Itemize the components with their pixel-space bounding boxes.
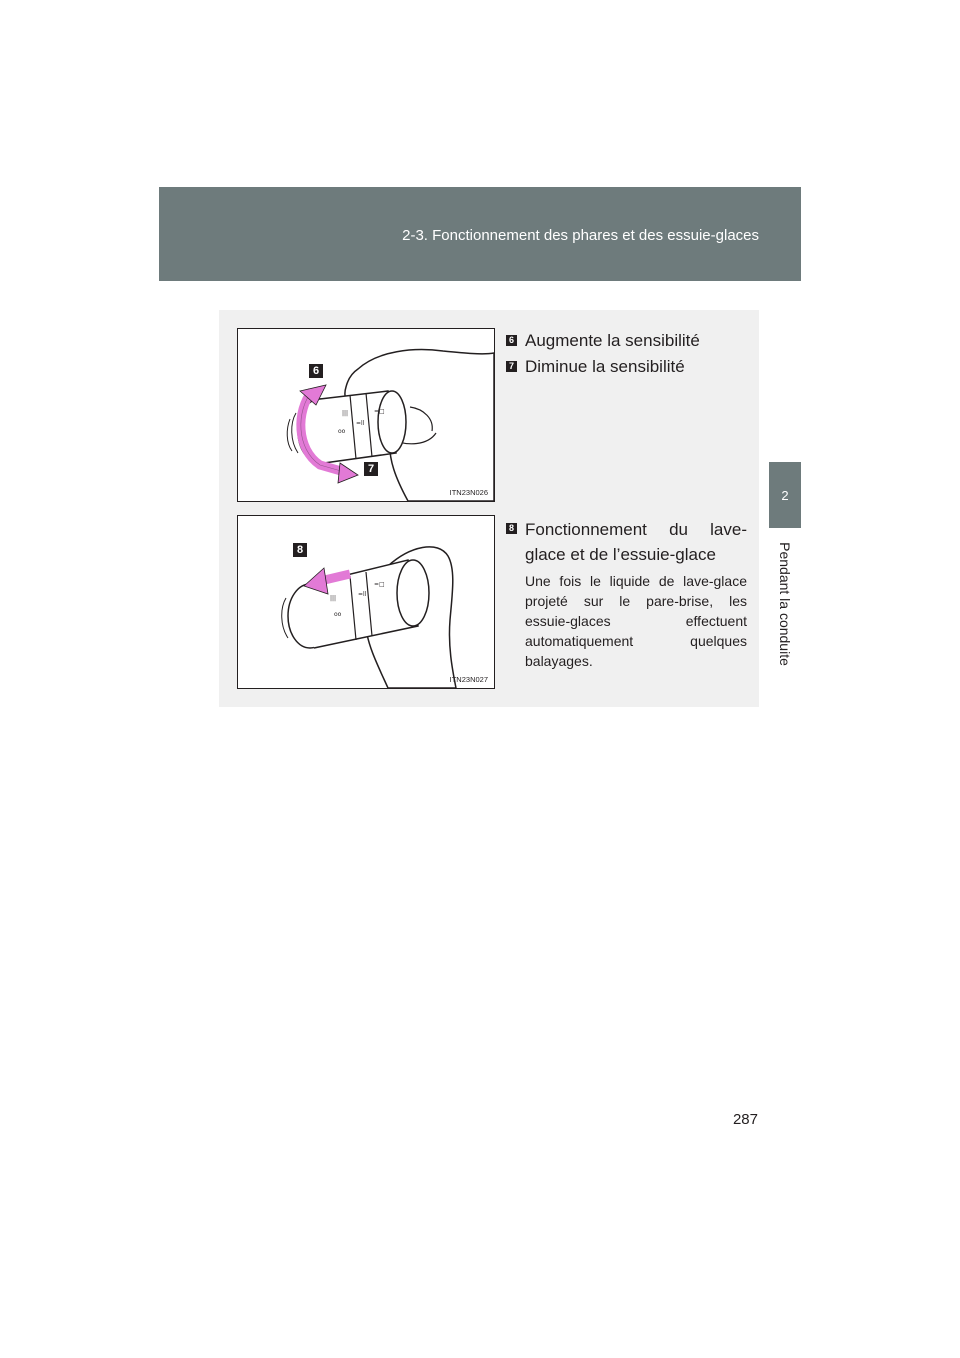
section-header	[159, 187, 801, 281]
figure-badge-8: 8	[293, 543, 307, 557]
section-title: 2-3. Fonctionnement des phares et des essuie-glaces	[402, 227, 759, 244]
item-number-7: 7	[506, 361, 517, 372]
svg-text:=ll: =ll	[358, 591, 367, 598]
svg-text:|||: |||	[330, 595, 337, 602]
figure-badge-7: 7	[364, 462, 378, 476]
caption-decrease	[508, 355, 745, 379]
content-panel	[219, 310, 759, 707]
chapter-number: 2	[781, 488, 789, 503]
caption-increase	[508, 329, 745, 353]
svg-text:oo: oo	[334, 611, 342, 618]
figure-code: ITN23N027	[449, 675, 488, 684]
caption-text: Augmente la sensibilité	[525, 331, 700, 350]
figure-code: ITN23N026	[449, 488, 488, 497]
washer-note: Une fois le liquide de lave-glace projeté sur le pare-brise, les essuie-glaces effectuent automatiquement quelques balayages.	[525, 573, 747, 669]
chapter-label: Pendant la conduite	[777, 542, 793, 666]
figure-badge-6: 6	[309, 364, 323, 378]
caption-washer	[508, 517, 747, 567]
caption-text: Fonctionnement du lave-glace et de l’essuie-glace	[525, 520, 747, 564]
figure-washer	[237, 515, 495, 689]
figure-sensitivity	[237, 328, 495, 502]
item-number-8: 8	[506, 523, 517, 534]
svg-text:=ll: =ll	[356, 420, 365, 427]
washer-knob-illustration	[238, 516, 494, 688]
item-number-6: 6	[506, 335, 517, 346]
svg-text:=□: =□	[374, 408, 385, 415]
caption-text: Diminue la sensibilité	[525, 357, 685, 376]
svg-text:=□: =□	[374, 581, 385, 588]
svg-text:|||: |||	[342, 410, 349, 417]
svg-text:oo: oo	[338, 428, 346, 435]
page-number: 287	[732, 1111, 758, 1128]
chapter-tab	[769, 462, 801, 528]
